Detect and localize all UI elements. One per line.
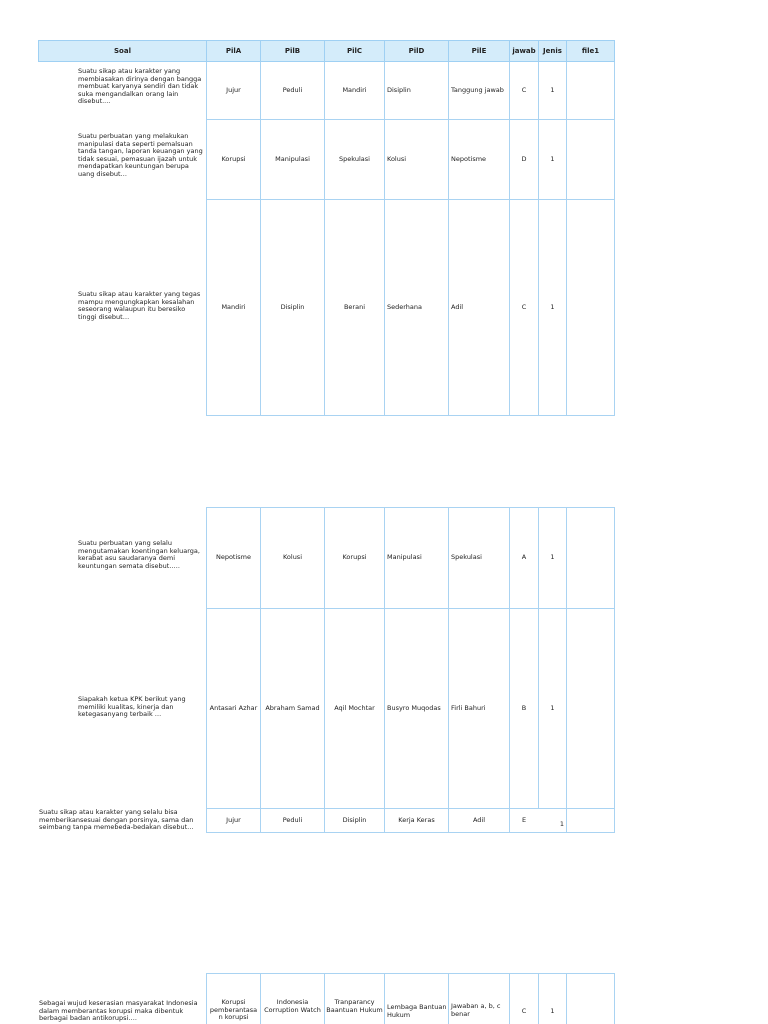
option-c: Tranparancy Baantuan Hukum [326, 999, 383, 1014]
option-d: Lembaga Bantuan Hukum [387, 1004, 447, 1019]
option-d: Kerja Keras [398, 815, 435, 824]
option-e: Adil [472, 815, 486, 824]
question-type: 1 [550, 302, 555, 311]
option-e: Spekulasi [451, 553, 482, 562]
option-a: Antasari Azhar [209, 703, 258, 712]
option-c: Korupsi [342, 553, 367, 562]
question-type: 1 [559, 820, 565, 829]
option-d: Disiplin [387, 85, 411, 94]
option-b: Peduli [282, 815, 303, 824]
answer-key: C [521, 302, 527, 311]
question-text: Suatu sikap atau karakter yang tegas mampu mengungkapkan kesalahan seseorang walaupun itu beresiko tinggi disebut… [78, 290, 201, 321]
option-c: Mandiri [342, 85, 367, 94]
option-b: Indonesia Corruption Watch [264, 999, 321, 1014]
option-e: Firli Bahuri [451, 703, 486, 712]
option-c: Aqil Mochtar [334, 703, 375, 712]
option-d: Busyro Muqodas [387, 703, 441, 712]
header-file1: file1 [567, 40, 615, 62]
option-b: Disiplin [280, 302, 305, 311]
option-b: Abraham Samad [265, 703, 320, 712]
option-d: Sederhana [387, 302, 423, 311]
answer-key: B [521, 703, 527, 712]
question-text: Sebagai wujud keserasian masyarakat Indonesia dalam memberantas korupsi maka dibentuk berbagai badan antikorupsi…. [39, 999, 198, 1023]
option-b: Manipulasi [275, 154, 310, 163]
option-e: Adil [451, 302, 464, 311]
option-a: Nepotisme [215, 553, 252, 562]
option-a: Korupsi pemberantasa n korupsi [209, 999, 258, 1022]
question-type: 1 [550, 703, 555, 712]
option-b: Peduli [282, 85, 303, 94]
header-soal: Soal [38, 40, 207, 62]
header-pile: PilE [449, 40, 510, 62]
option-e: Nepotisme [451, 154, 487, 163]
option-d: Manipulasi [387, 553, 422, 562]
option-e: Tanggung jawab [451, 85, 504, 94]
option-a: Korupsi [221, 154, 246, 163]
question-type: 1 [550, 553, 555, 562]
question-text: Suatu perbuatan yang melakukan manipulasi data seperti pemalsuan tanda tangan, laporan keuangan yang tidak sesuai, pemasuan ijazah untuk mendapatkan keuntungan berupa uang disebut… [78, 132, 203, 178]
option-e: Jawaban a, b, c benar [451, 1003, 501, 1018]
question-type: 1 [550, 154, 555, 163]
answer-key: C [521, 85, 527, 94]
answer-key: E [521, 815, 527, 824]
header-pilb: PilB [261, 40, 325, 62]
question-text: Suatu perbuatan yang selalu mengutamakan koentingan keluarga, kerabat asu saudaranya demi keuntungan semata disebut….. [78, 539, 200, 570]
header-jenis: Jenis [539, 40, 567, 62]
header-pild: PilD [385, 40, 449, 62]
header-pilc: PilC [325, 40, 385, 62]
header-pila: PilA [207, 40, 261, 62]
option-a: Jujur [226, 85, 241, 94]
option-c: Spekulasi [339, 154, 370, 163]
question-text: Siapakah ketua KPK berikut yang memiliki kualitas, kinerja dan ketegasanyang terbaik … [78, 695, 186, 719]
answer-key: C [521, 1007, 527, 1016]
option-c: Berani [343, 302, 366, 311]
option-d: Kolusi [387, 154, 407, 163]
option-a: Mandiri [221, 302, 246, 311]
header-jawab: jawab [510, 40, 539, 62]
option-c: Disiplin [342, 815, 367, 824]
question-text: Suatu sikap atau karakter yang membiasakan dirinya dengan bangga membuat karyanya sendiri dan tidak suka mengandalkan orang lain disebut.... [78, 67, 202, 106]
answer-key: D [521, 154, 527, 163]
option-b: Kolusi [282, 553, 303, 562]
question-text: Suatu sikap atau karakter yang selalu bisa memberikansesuai dengan porsinya, sama dan seimbang tanpa memebeda-bedakan disebut… [39, 808, 194, 832]
answer-key: A [521, 553, 527, 562]
option-a: Jujur [226, 815, 241, 824]
question-type: 1 [550, 1007, 555, 1016]
question-type: 1 [550, 85, 555, 94]
